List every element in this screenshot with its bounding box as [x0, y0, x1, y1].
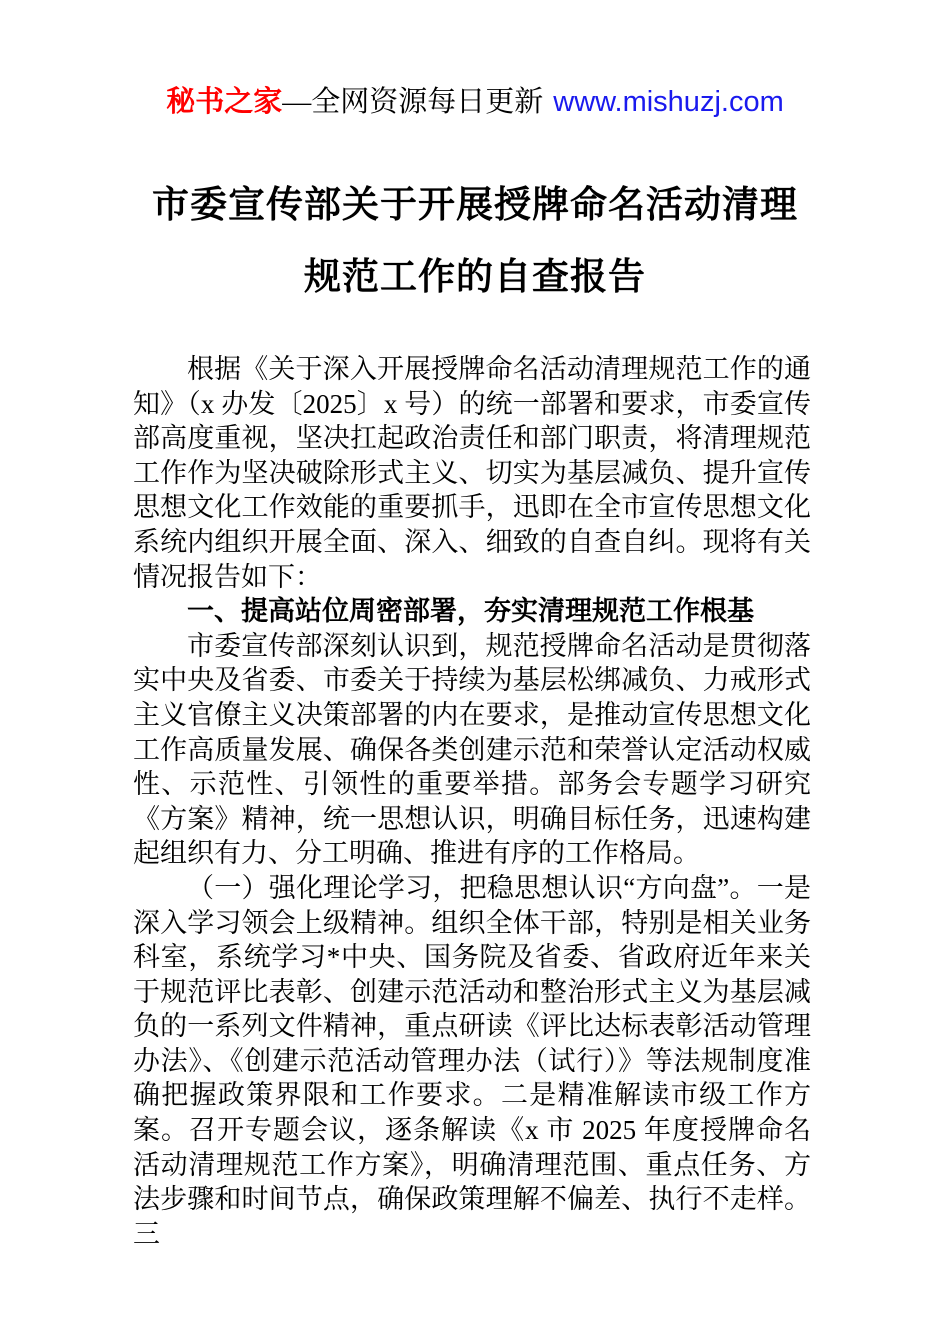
section-heading-1: 一、提高站位周密部署，夯实清理规范工作根基	[187, 596, 754, 627]
site-url-link[interactable]: www.mishuzj.com	[553, 86, 784, 118]
site-brand: 秘书之家	[166, 86, 283, 118]
paragraph-section-1-body: 市委宣传部深刻认识到，规范授牌命名活动是贯彻落实中央及省委、市委关于持续为基层松绑减负、力戒形式主义官僚主义决策部署的内在要求，是推动宣传思想文化工作高质量发展、确保各类创建示范和荣誉认定活动权威性、示范性、引领性的重要举措。部务会专题学习研究《方案》精神，统一思想认识，明确目标任务，迅速构建起组织有力、分工明确、推进有序的工作格局。	[133, 630, 811, 869]
site-tagline: 全网资源每日更新	[311, 86, 544, 118]
banner-dash: —	[282, 86, 312, 118]
site-banner	[0, 0, 950, 120]
paragraph-intro: 根据《关于深入开展授牌命名活动清理规范工作的通知》（x 办发〔2025〕x 号）的统一部署和要求，市委宣传部高度重视，坚决扛起政治责任和部门职责，将清理规范工作作为坚决破除形式主义、切实为基层减负、提升宣传思想文化工作效能的重要抓手，迅即在全市宣传思想文化系统内组织开展全面、深入、细致的自查自纠。现将有关情况报告如下：	[133, 354, 811, 592]
paragraph-subsection-1: （一）强化理论学习，把稳思想认识“方向盘”。一是深入学习领会上级精神。组织全体干部，特别是相关业务科室，系统学习*中央、国务院及省委、省政府近年来关于规范评比表彰、创建示范活动和整治形式主义为基层减负的一系列文件精神，重点研读《评比达标表彰活动管理办法》、《创建示范活动管理办法（试行）》等法规制度准确把握政策界限和工作要求。二是精准解读市级工作方案。召开专题会议，逐条解读《x 市 2025 年度授牌命名活动清理规范工作方案》，明确清理范围、重点任务、方法步骤和时间节点，确保政策理解不偏差、执行不走样。三	[133, 872, 811, 1249]
document-title	[0, 170, 950, 314]
document-body	[133, 352, 811, 1251]
document-title-line-1: 市委宣传部关于开展授牌命名活动清理	[152, 185, 798, 226]
document-title-line-2: 规范工作的自查报告	[304, 257, 646, 298]
